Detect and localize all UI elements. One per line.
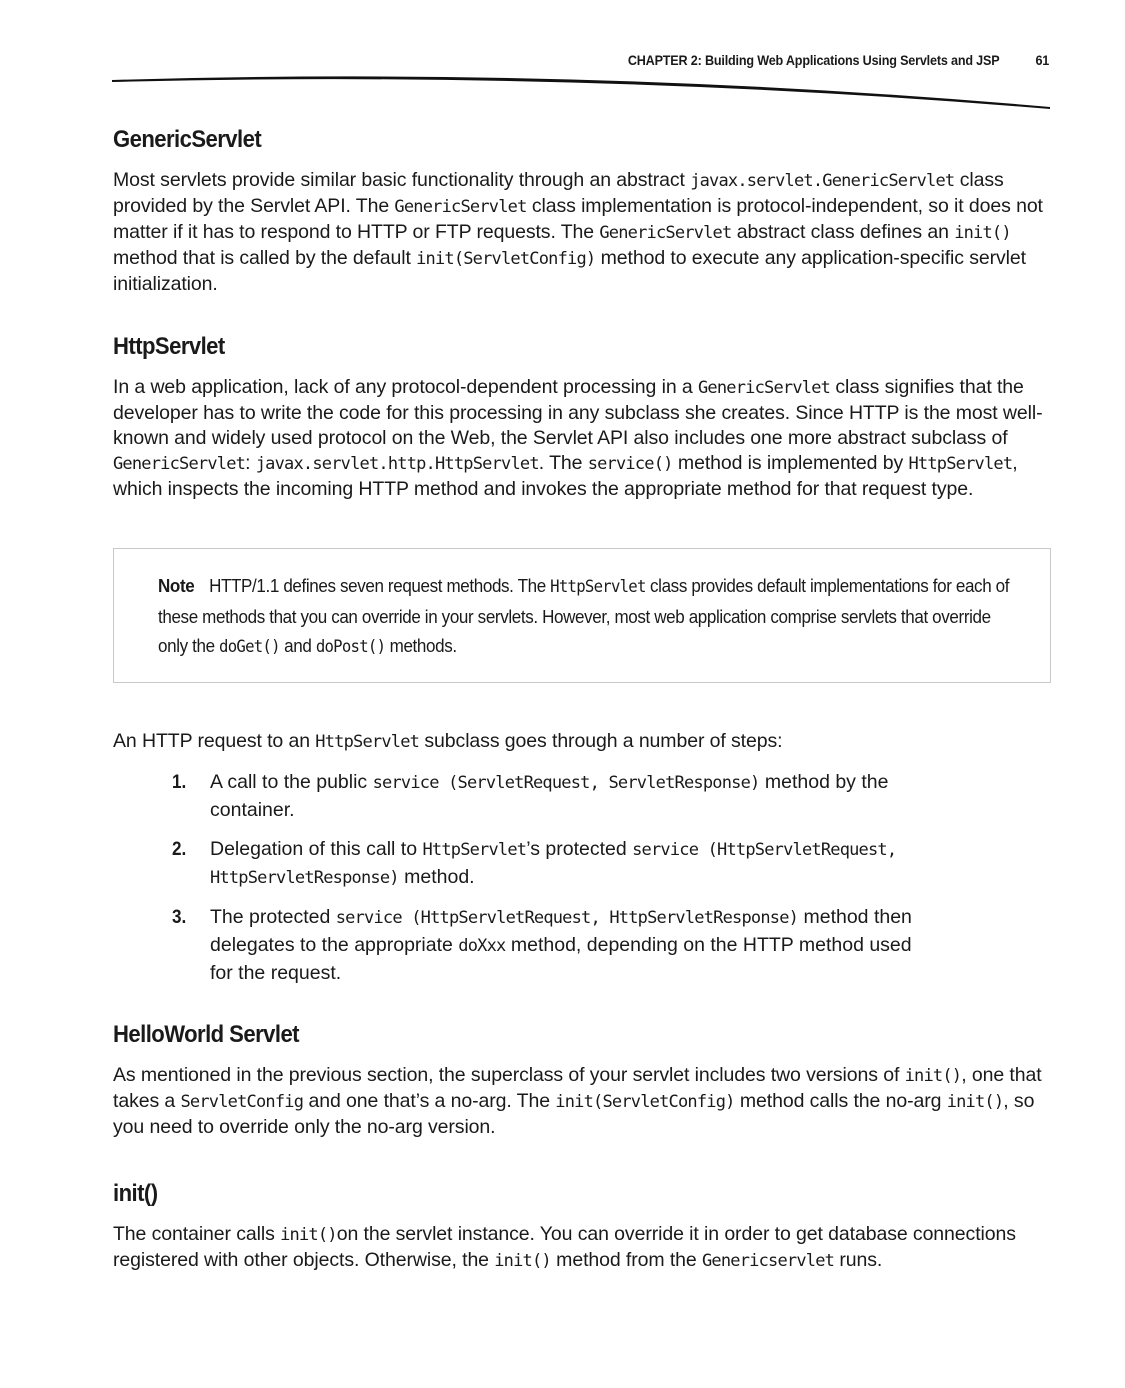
code-term: service (ServletRequest, ServletResponse) [372,773,760,793]
code-term: HttpServlet [315,732,420,752]
step-number: 1. [172,772,187,793]
chapter-title: CHAPTER 2: Building Web Applications Using Servlets and JSP [627,52,1000,68]
note-box [113,548,1051,683]
paragraph-init: The container calls init()on the servlet instance. You can override it in order to get database connections registered with other objects. Otherwise, the init() method from the Genericservlet runs. [113,1223,1016,1271]
code-term: service (HttpServletRequest, HttpServletResponse) [210,840,897,888]
steps-list [113,769,912,987]
code-term: javax.servlet.GenericServlet [690,171,955,191]
running-head [628,52,1049,68]
list-item: 2. Delegation of this call to HttpServlet’s protected service (HttpServletRequest, HttpServletResponse) method. [172,838,897,888]
heading-httpservlet: HttpServlet [113,333,225,360]
code-term: javax.servlet.http.HttpServlet [255,454,539,474]
code-term: service (HttpServletRequest, HttpServletResponse) [335,908,799,928]
heading-genericservlet: GenericServlet [113,126,262,153]
code-term: init() [954,223,1011,243]
code-term: init() [904,1066,962,1086]
step-number: 3. [172,907,187,928]
note-text: Note HTTP/1.1 defines seven request methods. The HttpServlet class provides default implementations for each of these methods that you can override in your servlets. However, most web application comprise servlets that override only the doGet() and doPost() methods. [158,575,1010,657]
code-term: init() [494,1251,551,1271]
step-number: 2. [172,839,187,860]
code-term: HttpServlet [550,577,646,597]
code-term: GenericServlet [113,454,246,474]
heading-helloworld-servlet: HelloWorld Servlet [113,1021,299,1048]
steps-intro: An HTTP request to an HttpServlet subclass goes through a number of steps: [113,730,783,752]
list-item: 1. A call to the public service (ServletRequest, ServletResponse) method by the container. [172,771,889,821]
paragraph-helloworld: As mentioned in the previous section, the superclass of your servlet includes two versions of init(), one that takes a ServletConfig and one that’s a no-arg. The init(ServletConfig) method calls the no-arg init(), so you need to override only the no-arg version. [113,1064,1042,1138]
paragraph-httpservlet: In a web application, lack of any protocol-dependent processing in a GenericServlet class signifies that the developer has to write the code for this processing in any subclass she creates. Since HTTP is the most well-known and widely used protocol on the Web, the Servlet API also includes one more abstract subclass of GenericServlet: javax.servlet.http.HttpServlet. The service() method is implemented by HttpServlet, which inspects the incoming HTTP method and invokes the appropriate method for that request type. [113,376,1043,500]
code-term: init(ServletConfig) [555,1092,735,1112]
code-term: GenericServlet [394,197,527,217]
list-item: 3. The protected service (HttpServletRequest, HttpServletResponse) method then delegates to the appropriate doXxx method, depending on the HTTP method used for the request. [172,906,912,984]
code-term: HttpServlet [908,454,1013,474]
header-rule [112,70,1052,112]
page-number: 61 [1035,52,1049,68]
code-term: init() [946,1092,1004,1112]
code-term: HttpServlet [422,840,527,860]
paragraph-genericservlet: Most servlets provide similar basic functionality through an abstract javax.servlet.GenericServlet class provided by the Servlet API. The GenericServlet class implementation is protocol-independent, so it does not matter if it has to respond to HTTP or FTP requests. The GenericServlet abstract class defines an init() method that is called by the default init(ServletConfig) method to execute any application-specific servlet initialization. [113,169,1043,295]
code-term: Genericservlet [701,1251,835,1271]
code-term: doXxx [458,936,506,956]
code-term: doGet() [219,637,280,657]
code-term: GenericServlet [697,378,831,398]
code-term: GenericServlet [599,223,732,243]
code-term: doPost() [315,637,386,657]
heading-init: init() [113,1180,158,1207]
page-body [113,126,1049,1274]
code-term: init(ServletConfig) [416,249,596,269]
code-term: ServletConfig [180,1092,304,1112]
code-term: init() [280,1225,337,1245]
note-label: Note [158,575,195,596]
code-term: service() [587,454,673,474]
